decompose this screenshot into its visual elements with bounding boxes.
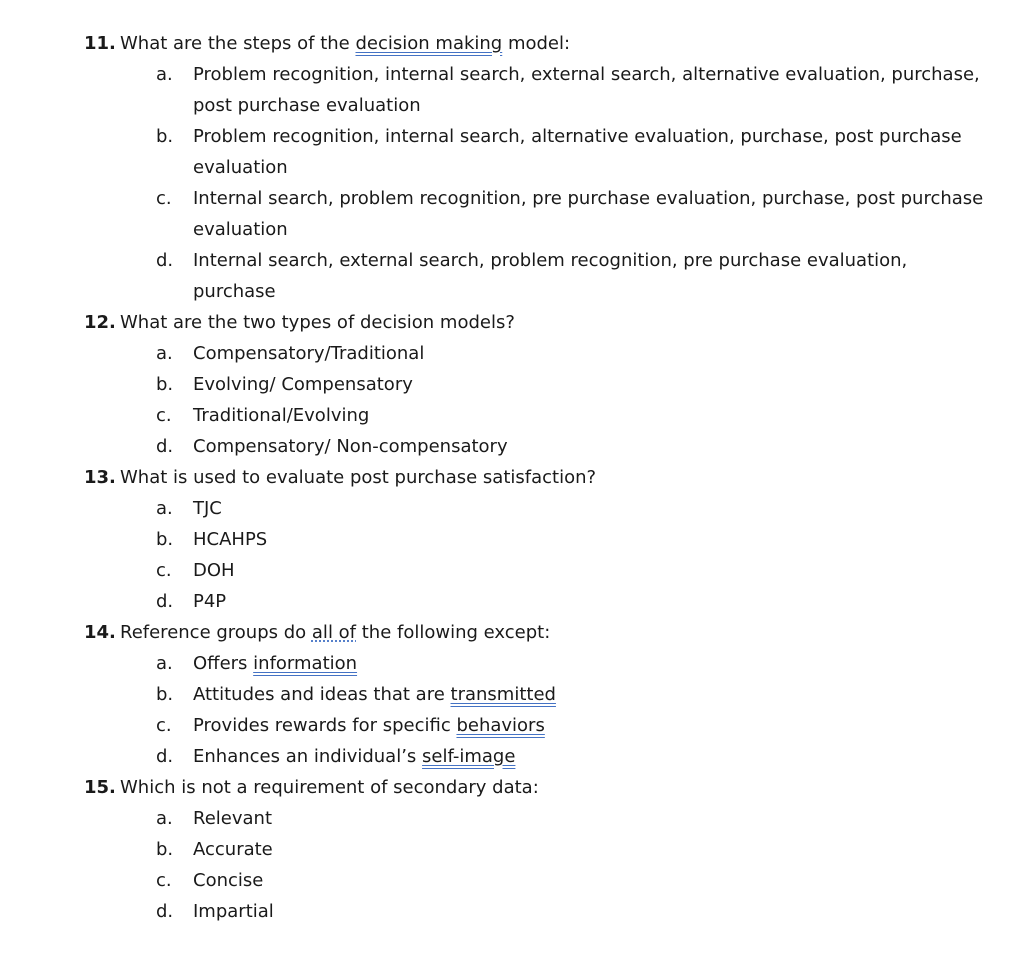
question-number: 15.: [84, 777, 116, 798]
grammar-marked-text: behaviors: [456, 715, 545, 736]
answer-option: [0, 59, 1024, 121]
question-12: [0, 307, 1024, 462]
option-letter: d.: [156, 746, 174, 767]
option-text: Compensatory/ Non-compensatory: [193, 436, 508, 457]
option-letter: c.: [156, 715, 172, 736]
option-text: Accurate: [193, 839, 273, 860]
option-text: [193, 710, 994, 741]
question-text-part: Reference groups do: [120, 622, 312, 643]
question-11: [0, 28, 1024, 307]
option-letter: d.: [156, 436, 174, 457]
question-text: [0, 28, 1024, 59]
answer-option: [0, 679, 1024, 710]
answer-option: [0, 648, 1024, 679]
option-letter: c.: [156, 870, 172, 891]
grammar-marked-text: self-image: [422, 746, 516, 767]
option-text: Compensatory/Traditional: [193, 343, 425, 364]
question-number: 11.: [84, 33, 116, 54]
option-text-part: Attitudes and ideas that are: [193, 684, 451, 705]
option-letter: a.: [156, 498, 173, 519]
question-number: 14.: [84, 622, 116, 643]
answer-option: [0, 121, 1024, 183]
option-text: TJC: [193, 498, 222, 519]
question-text-part: What are the steps of the: [120, 33, 356, 54]
option-letter: b.: [156, 684, 174, 705]
answer-option: [0, 710, 1024, 741]
option-text-part: Provides rewards for specific: [193, 715, 457, 736]
question-text-part: the following except:: [356, 622, 551, 643]
option-letter: a.: [156, 343, 173, 364]
grammar-marked-text: all of: [311, 622, 357, 643]
option-text: Evolving/ Compensatory: [193, 374, 413, 395]
option-text: [193, 741, 994, 772]
answer-option: [0, 431, 1024, 462]
option-text: P4P: [193, 591, 227, 612]
option-letter: d.: [156, 591, 174, 612]
answer-option: [0, 803, 1024, 834]
option-letter: b.: [156, 374, 174, 395]
option-text: Concise: [193, 870, 264, 891]
answer-option: [0, 834, 1024, 865]
option-text: [193, 679, 994, 710]
option-letter: d.: [156, 901, 174, 922]
answer-option: [0, 741, 1024, 772]
option-text-part: Enhances an individual’s: [193, 746, 423, 767]
question-text: [0, 462, 1024, 493]
answer-option: [0, 369, 1024, 400]
answer-option: [0, 400, 1024, 431]
option-text: Impartial: [193, 901, 274, 922]
answer-option: [0, 493, 1024, 524]
option-text-part: Offers: [193, 653, 254, 674]
question-text: [0, 772, 1024, 803]
option-letter: b.: [156, 529, 174, 550]
option-text: Internal search, problem recognition, pre purchase evaluation, purchase, post purchase evaluation: [193, 188, 984, 240]
grammar-marked-text: transmitted: [450, 684, 556, 705]
question-15: [0, 772, 1024, 927]
question-text: [0, 307, 1024, 338]
answer-option: [0, 586, 1024, 617]
question-number: 13.: [84, 467, 116, 488]
option-text: Traditional/Evolving: [193, 405, 370, 426]
answer-option: [0, 896, 1024, 927]
answer-option: [0, 338, 1024, 369]
question-13: [0, 462, 1024, 617]
answer-option: [0, 183, 1024, 245]
option-letter: c.: [156, 560, 172, 581]
option-letter: c.: [156, 188, 172, 209]
question-number: 12.: [84, 312, 116, 333]
option-letter: a.: [156, 808, 173, 829]
question-text: [0, 617, 1024, 648]
option-text: Problem recognition, internal search, alternative evaluation, purchase, post purchase evaluation: [193, 126, 962, 178]
option-text: HCAHPS: [193, 529, 268, 550]
option-text: DOH: [193, 560, 235, 581]
option-text: [193, 648, 994, 679]
grammar-marked-text: information: [253, 653, 358, 674]
option-letter: a.: [156, 64, 173, 85]
option-letter: d.: [156, 250, 174, 271]
answer-option: [0, 524, 1024, 555]
option-text: Relevant: [193, 808, 272, 829]
question-text-part: What are the two types of decision models?: [120, 312, 515, 333]
option-letter: a.: [156, 653, 173, 674]
question-text-part: model:: [502, 33, 571, 54]
option-letter: b.: [156, 839, 174, 860]
option-letter: c.: [156, 405, 172, 426]
question-text-part: Which is not a requirement of secondary data:: [120, 777, 539, 798]
question-14: [0, 617, 1024, 772]
answer-option: [0, 865, 1024, 896]
answer-option: [0, 555, 1024, 586]
answer-option: [0, 245, 1024, 307]
option-text: Internal search, external search, problem recognition, pre purchase evaluation, purchase: [193, 250, 908, 302]
grammar-marked-text: decision making: [355, 33, 503, 54]
option-text: Problem recognition, internal search, external search, alternative evaluation, purchase, post purchase evaluation: [193, 64, 980, 116]
option-letter: b.: [156, 126, 174, 147]
question-text-part: What is used to evaluate post purchase satisfaction?: [120, 467, 597, 488]
